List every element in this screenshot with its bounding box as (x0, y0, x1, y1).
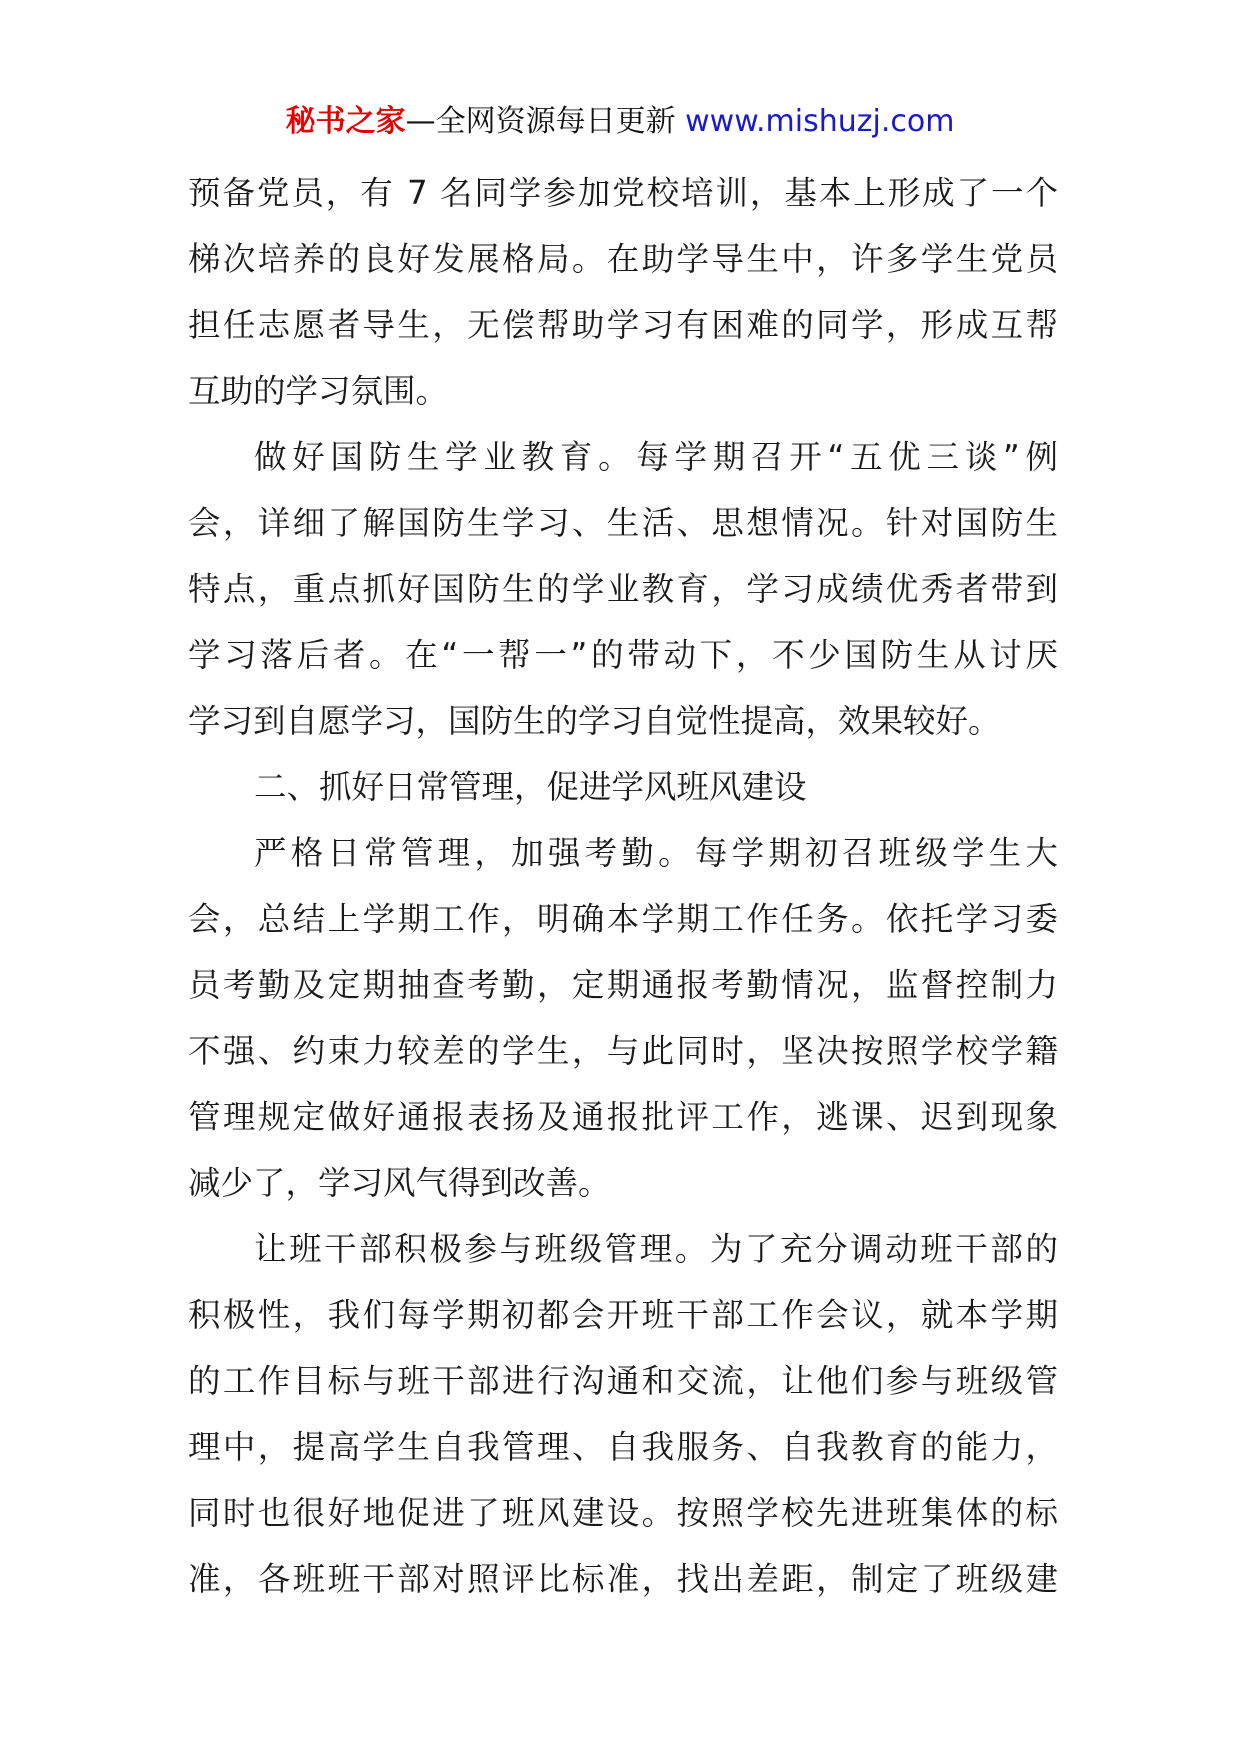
text-line: 互助的学习氛围。 (188, 372, 449, 410)
section-heading: 二、抓好日常管理，促进学风班风建设 (254, 768, 807, 806)
site-url-link[interactable]: www.mishuzj.com (685, 104, 955, 139)
document-body (188, 160, 1058, 1612)
text-line: 会，总结上学期工作，明确本学期工作任务。依托学习委 (188, 900, 1058, 938)
brand-name: 秘书之家 (285, 104, 406, 139)
text-line: 员考勤及定期抽查考勤，定期通报考勤情况，监督控制力 (188, 966, 1058, 1004)
text-line: 预备党员，有 7 名同学参加党校培训，基本上形成了一个 (188, 174, 1058, 212)
header-tagline: —全网资源每日更新 (405, 104, 686, 139)
text-line: 减少了，学习风气得到改善。 (188, 1164, 611, 1202)
text-line: 准，各班班干部对照评比标准，找出差距，制定了班级建 (188, 1560, 1058, 1598)
text-line: 不强、约束力较差的学生，与此同时，坚决按照学校学籍 (188, 1032, 1058, 1070)
text-line: 积极性，我们每学期初都会开班干部工作会议，就本学期 (188, 1296, 1058, 1334)
text-line: 管理规定做好通报表扬及通报批评工作，逃课、迟到现象 (188, 1098, 1058, 1136)
paragraph-first-line: 让班干部积极参与班级管理。为了充分调动班干部的 (254, 1230, 1058, 1268)
paragraph-first-line: 严格日常管理，加强考勤。每学期初召班级学生大 (254, 834, 1058, 872)
text-line: 梯次培养的良好发展格局。在助学导生中，许多学生党员 (188, 240, 1058, 278)
text-line: 担任志愿者导生，无偿帮助学习有困难的同学，形成互帮 (188, 306, 1058, 344)
text-line: 理中，提高学生自我管理、自我服务、自我教育的能力， (188, 1428, 1058, 1466)
text-line: 学习到自愿学习，国防生的学习自觉性提高，效果较好。 (188, 702, 1001, 740)
text-line: 特点，重点抓好国防生的学业教育，学习成绩优秀者带到 (188, 570, 1058, 608)
text-line: 的工作目标与班干部进行沟通和交流，让他们参与班级管 (188, 1362, 1058, 1400)
paragraph-first-line: 做好国防生学业教育。每学期召开“五优三谈”例 (254, 438, 1058, 476)
text-line: 学习落后者。在“一帮一”的带动下，不少国防生从讨厌 (188, 636, 1058, 674)
text-line: 会，详细了解国防生学习、生活、思想情况。针对国防生 (188, 504, 1058, 542)
site-header (0, 100, 1240, 144)
text-line: 同时也很好地促进了班风建设。按照学校先进班集体的标 (188, 1494, 1058, 1532)
